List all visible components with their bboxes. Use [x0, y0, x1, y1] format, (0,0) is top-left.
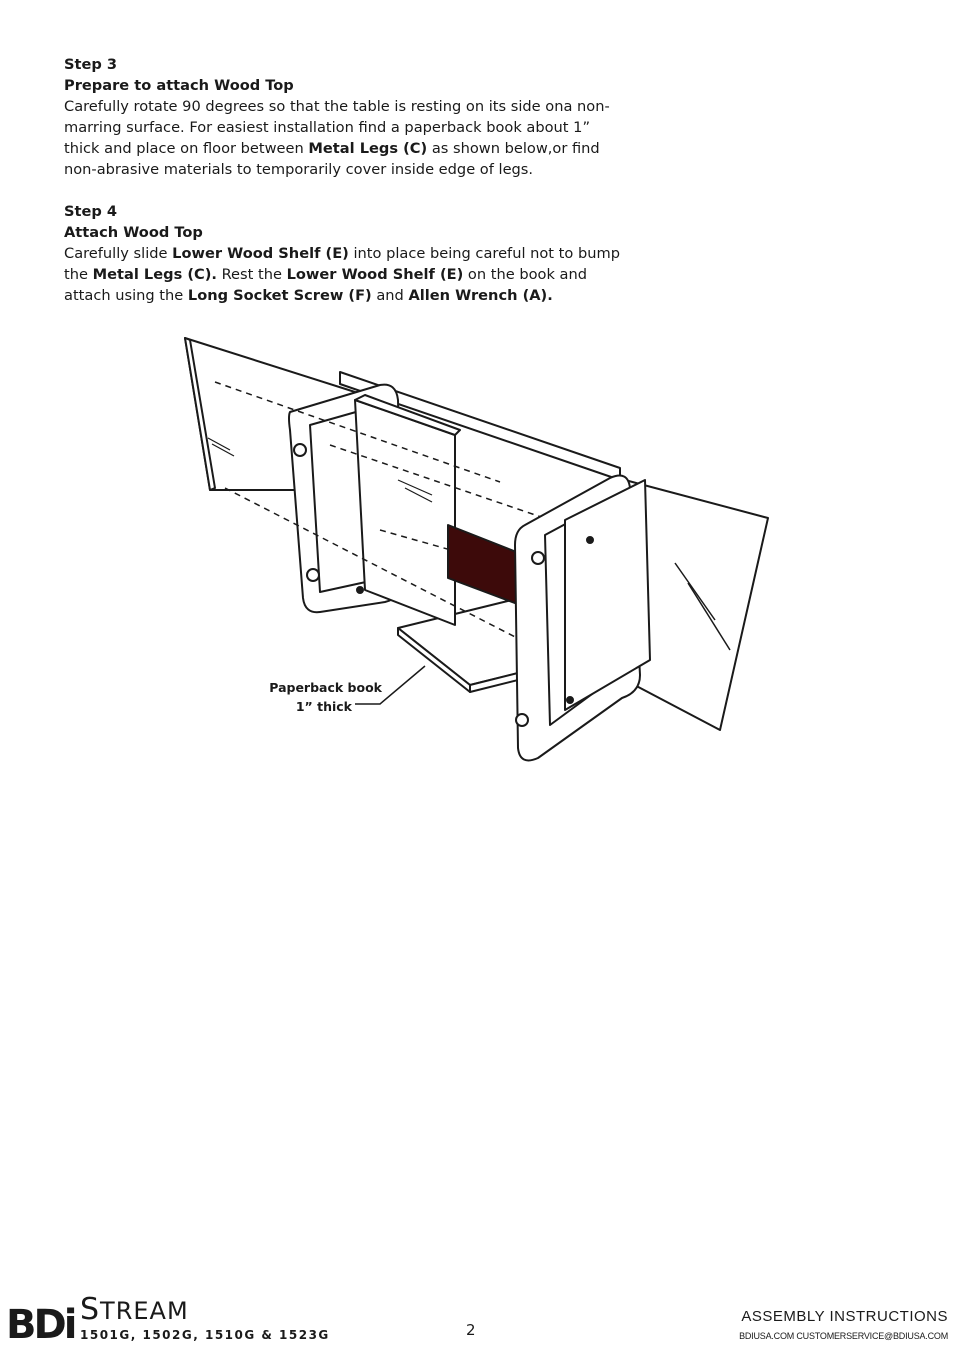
part-reference: Lower Wood Shelf (E)	[172, 245, 349, 262]
step-body	[64, 243, 624, 306]
assembly-label: ASSEMBLY INSTRUCTIONS	[741, 1308, 948, 1325]
instructions	[64, 54, 624, 327]
paperback-book-callout	[262, 678, 382, 716]
bdi-logo	[6, 1298, 75, 1348]
callout-line-1: Paperback book	[269, 680, 382, 695]
bdi-logo-text: BDi	[6, 1302, 75, 1348]
part-reference: Allen Wrench (A).	[408, 287, 553, 304]
part-reference: Metal Legs (C).	[92, 266, 217, 283]
brand-block	[80, 1292, 330, 1342]
body-text: Carefully rotate 90 degrees so that the table is resting on its side ona non-marring surface. For easiest installation find a paperback book about 1” thick and place on floor between	[64, 98, 610, 157]
contact-info: BDIUSA.COM CUSTOMERSERVICE@BDIUSA.COM	[739, 1331, 948, 1341]
part-reference: Metal Legs (C)	[308, 140, 428, 157]
step-3	[64, 54, 624, 180]
body-text: Rest the	[216, 266, 287, 283]
body-text: and	[371, 287, 409, 304]
step-body	[64, 96, 624, 180]
body-text: on the book and attach using the	[64, 266, 587, 304]
part-reference: Lower Wood Shelf (E)	[286, 266, 464, 283]
wood-panel-left	[355, 400, 455, 625]
body-text: as shown below,or find non-abrasive materials to temporarily cover inside edge of legs.	[64, 140, 600, 178]
step-4	[64, 201, 624, 306]
model-numbers: 1501G, 1502G, 1510G & 1523G	[80, 1328, 330, 1342]
step-title: Attach Wood Top	[64, 224, 203, 241]
product-name: STREAM	[80, 1292, 189, 1327]
callout-line-2: 1” thick	[295, 699, 352, 714]
body-text: into place being careful not to bump the	[64, 245, 620, 283]
step-number: Step 3	[64, 56, 118, 73]
part-reference: Long Socket Screw (F)	[187, 287, 372, 304]
footer-right	[739, 1308, 948, 1341]
page-number: 2	[466, 1321, 476, 1339]
step-title: Prepare to attach Wood Top	[64, 77, 294, 94]
step-number: Step 4	[64, 203, 118, 220]
body-text: Carefully slide	[64, 245, 173, 262]
